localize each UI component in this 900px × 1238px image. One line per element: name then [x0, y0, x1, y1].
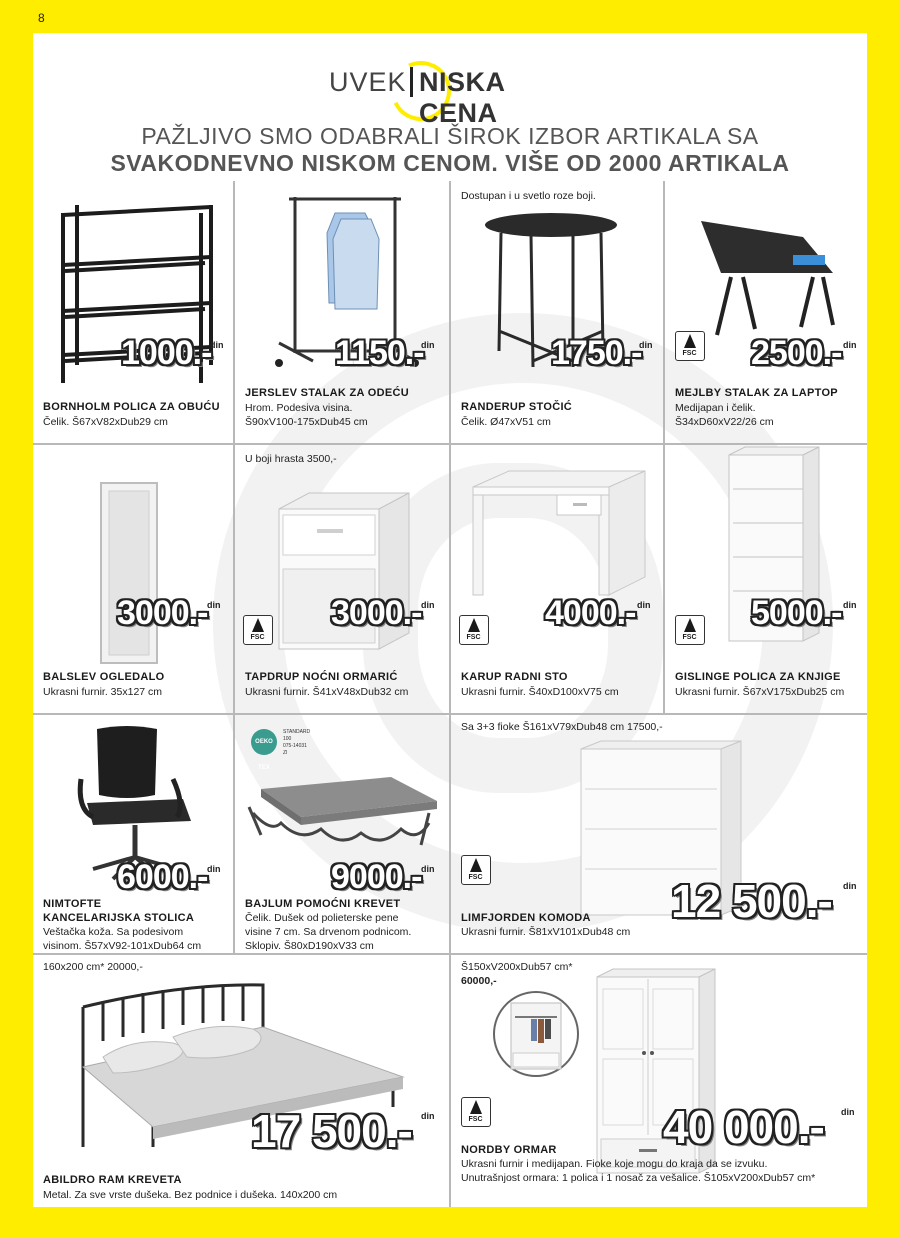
currency-label: din [421, 1111, 435, 1121]
currency-label: din [421, 600, 435, 610]
product-description: Veštačka koža. Sa podesivom [43, 926, 184, 938]
product-description: Š90xV100-175xDub45 cm [245, 416, 368, 428]
price-tag: 2500.- [751, 334, 842, 372]
product-card-abildro[interactable] [33, 955, 449, 1207]
price-tag: 40 000.- [663, 1101, 824, 1153]
product-card-karup[interactable] [451, 445, 663, 713]
product-description: Ukrasni furnir. Š41xV48xDub32 cm [245, 686, 409, 698]
product-note: Š150xV200xDub57 cm* [461, 961, 573, 973]
product-description: Hrom. Podesiva visina. [245, 402, 353, 414]
fsc-logo-text: FSC [466, 634, 481, 641]
uvek-niska-cena-logo [329, 61, 579, 128]
product-description: Medijapan i čelik. [675, 402, 756, 414]
page-number: 8 [38, 11, 45, 25]
fsc-tree-icon [470, 1100, 482, 1114]
product-name: BAJLUM POMOĆNI KREVET [245, 898, 401, 910]
product-description: Ukrasni furnir. Š81xV101xDub48 cm [461, 926, 631, 938]
product-name: GISLINGE POLICA ZA KNJIGE [675, 671, 841, 683]
product-description: Ukrasni furnir. Š67xV175xDub25 cm [675, 686, 845, 698]
product-card-randerup[interactable] [451, 181, 663, 443]
price-tag: 6000.- [117, 858, 208, 896]
product-note: 160x200 cm* 20000,- [43, 961, 143, 973]
price-tag: 1000.- [121, 334, 212, 372]
laptop-stand-image [683, 217, 843, 337]
product-name: NIMTOFTE [43, 898, 102, 910]
currency-label: din [639, 340, 653, 350]
product-name: JERSLEV STALAK ZA ODEĆU [245, 387, 409, 399]
fsc-logo-text: FSC [468, 1116, 483, 1123]
currency-label: din [207, 600, 221, 610]
currency-label: din [843, 340, 857, 350]
fsc-logo [243, 615, 273, 645]
price-tag: 1150.- [335, 334, 424, 372]
product-name: LIMFJORDEN KOMODA [461, 912, 591, 924]
fsc-tree-icon [684, 334, 696, 348]
fsc-logo [461, 855, 491, 885]
product-description: Unutrašnjost ormara: 1 polica i 1 nosač za vešalice. Š105xV200xDub57 cm* [461, 1172, 816, 1184]
oeko-text-line: 075-14031 [283, 743, 307, 749]
oeko-text-line: STANDARD [283, 729, 311, 735]
product-note: Sa 3+3 fioke Š161xV79xDub48 cm 17500,- [461, 721, 663, 733]
product-description: Čelik. Š67xV82xDub29 cm [43, 416, 168, 428]
product-note: 60000,- [461, 975, 497, 987]
fsc-logo [459, 615, 489, 645]
product-name: RANDERUP STOČIĆ [461, 401, 573, 413]
product-description: Čelik. Ø47xV51 cm [461, 416, 551, 428]
product-description: Ukrasni furnir i medijapan. Fioke koje mogu do kraja da se izvuku. [461, 1158, 768, 1170]
fsc-logo-text: FSC [682, 634, 697, 641]
product-card-gislinge[interactable] [665, 445, 867, 713]
product-card-bajlum[interactable] [235, 715, 449, 953]
product-name: NORDBY ORMAR [461, 1144, 557, 1156]
fsc-logo-text: FSC [468, 874, 483, 881]
oeko-tex-text [283, 729, 310, 757]
fsc-logo [675, 331, 705, 361]
fsc-logo [461, 1097, 491, 1127]
product-card-tapdrup[interactable] [235, 445, 449, 713]
fsc-tree-icon [468, 618, 480, 632]
price-tag: 1750.- [551, 334, 642, 372]
product-name: KANCELARIJSKA STOLICA [43, 912, 195, 924]
price-tag: 3000.- [117, 594, 208, 632]
currency-label: din [843, 600, 857, 610]
fsc-logo [675, 615, 705, 645]
fsc-logo-text: FSC [250, 634, 265, 641]
price-tag: 5000.- [751, 594, 842, 632]
headline-line-1: PAŽLJIVO SMO ODABRALI ŠIROK IZBOR ARTIKALA SA [141, 123, 759, 149]
product-description: Ukrasni furnir. 35x127 cm [43, 686, 163, 698]
product-name: TAPDRUP NOĆNI ORMARIĆ [245, 671, 398, 683]
product-description: Ukrasni furnir. Š40xD100xV75 cm [461, 686, 619, 698]
product-description: Čelik. Dušek od polieterske pene [245, 912, 399, 924]
product-description: Š34xD60xV22/26 cm [675, 416, 774, 428]
logo-uvek-text: UVEK [329, 67, 407, 97]
fsc-tree-icon [470, 858, 482, 872]
fsc-logo-text: FSC [682, 350, 697, 357]
product-description: Metal. Za sve vrste dušeka. Bez podnice i dušeka. 140x200 cm [43, 1189, 338, 1201]
currency-label: din [637, 600, 651, 610]
product-card-nimtofte[interactable] [33, 715, 233, 953]
currency-label: din [207, 864, 221, 874]
price-tag: 12 500.- [671, 875, 832, 927]
oeko-text-line: 100 [283, 736, 292, 742]
mirror-image [99, 481, 159, 671]
logo-niska-cena-text: NISKA CENA [419, 67, 505, 128]
product-note: Dostupan i u svetlo roze boji. [461, 190, 596, 202]
desk-image [469, 467, 649, 597]
product-card-jerslev[interactable] [235, 181, 449, 443]
product-name: ABILDRO RAM KREVETA [43, 1174, 182, 1186]
price-tag: 3000.- [331, 594, 422, 632]
price-tag: 4000.- [545, 594, 636, 632]
currency-label: din [421, 864, 435, 874]
product-card-limfjorden[interactable] [451, 715, 867, 953]
product-grid [33, 181, 867, 1207]
fsc-tree-icon [252, 618, 264, 632]
nightstand-image [269, 489, 422, 659]
headline-line-2: SVAKODNEVNO NISKOM CENOM. VIŠE OD 2000 ARTIKALA [110, 150, 790, 176]
product-name: KARUP RADNI STO [461, 671, 568, 683]
product-card-nordby[interactable] [451, 955, 867, 1207]
product-name: MEJLBY STALAK ZA LAPTOP [675, 387, 838, 399]
product-name: BORNHOLM POLICA ZA OBUĆU [43, 401, 220, 413]
currency-label: din [843, 881, 857, 891]
product-card-bornholm[interactable] [33, 181, 233, 443]
price-tag: 9000.- [331, 858, 422, 896]
price-tag: 17 500.- [251, 1105, 412, 1157]
fsc-tree-icon [684, 618, 696, 632]
product-name: BALSLEV OGLEDALO [43, 671, 165, 683]
product-description: visinom. Š57xV92-101xDub64 cm [43, 940, 202, 952]
currency-label: din [841, 1107, 855, 1117]
product-card-balslev[interactable] [33, 445, 233, 713]
oeko-tex-badge: OEKO TEX [251, 729, 277, 755]
product-description: Sklopiv. Š80xD190xV33 cm [245, 940, 374, 952]
wardrobe-interior-image [491, 989, 581, 1079]
currency-label: din [421, 340, 435, 350]
folding-bed-image [241, 773, 441, 863]
product-note: U boji hrasta 3500,- [245, 453, 337, 465]
catalog-sheet [33, 33, 867, 1207]
logo-divider [410, 67, 413, 97]
product-card-mejlby[interactable] [665, 181, 867, 443]
currency-label: din [210, 340, 224, 350]
product-description: visine 7 cm. Sa drvenom podnicom. [245, 926, 412, 938]
oeko-text-line: ZI [283, 750, 288, 756]
